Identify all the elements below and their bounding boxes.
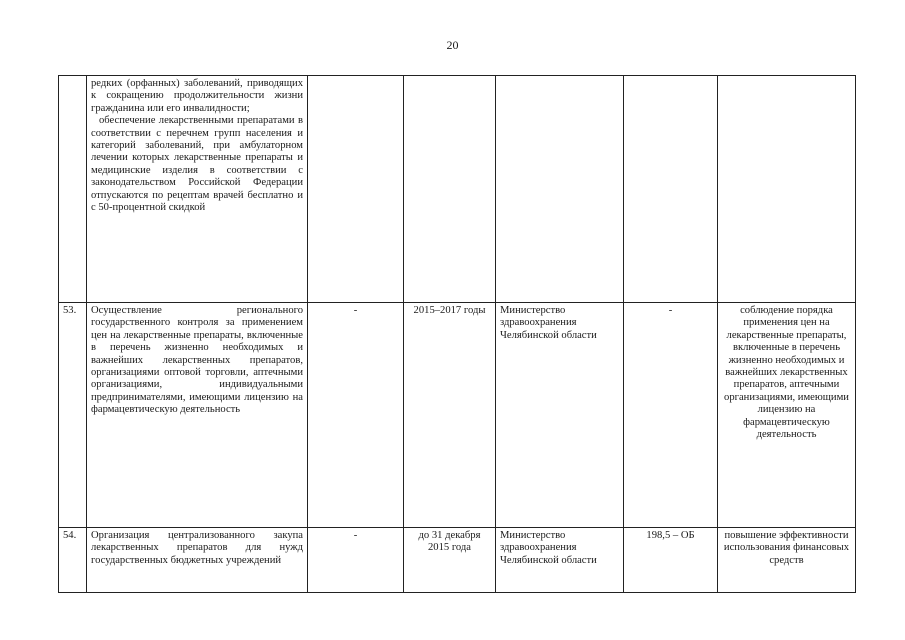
- cell-executor: Министерство здравоохранения Челябинской области: [496, 528, 624, 593]
- cell-funding: -: [308, 528, 404, 593]
- cell-executor: [496, 76, 624, 303]
- cell-result: повышение эффективности использования финансовых средств: [718, 528, 856, 593]
- page-number: 20: [446, 38, 459, 52]
- cell-executor: Министерство здравоохранения Челябинской области: [496, 303, 624, 528]
- cell-term: [404, 76, 496, 303]
- table-row: [59, 528, 856, 593]
- cell-term: до 31 декабря 2015 года: [404, 528, 496, 593]
- cell-number: 54.: [59, 528, 87, 593]
- cell-funding: [308, 76, 404, 303]
- table-row-continuation: [59, 76, 856, 303]
- cell-number: [59, 76, 87, 303]
- table-row: [59, 303, 856, 528]
- cell-number: 53.: [59, 303, 87, 528]
- activity-text: редких (орфанных) заболеваний, приводящих к сокращению продолжительности жизни гражданина или его инвалидности;: [91, 78, 303, 114]
- cell-amount: -: [624, 303, 718, 528]
- measures-table: [58, 75, 856, 593]
- cell-amount: [624, 76, 718, 303]
- cell-term: 2015–2017 годы: [404, 303, 496, 528]
- cell-activity: [87, 76, 308, 303]
- activity-text-2: обеспечение лекарственными препаратами в соответствии с перечнем групп населения и категорий заболеваний, при амбулаторном лечении которых лекарственные препараты и медицинские изделия в соответствии с законодательством Российской Федерации отпускаются по рецептам врачей бесплатно и с 50-процентной скидкой: [91, 115, 303, 214]
- cell-result: [718, 76, 856, 303]
- cell-activity: Осуществление регионального государственного контроля за применением цен на лекарственные препараты, включенные в перечень жизненно необходимых и важнейших лекарственных препаратов, организациями оптовой торговли, аптечными организациями, индивидуальными предпринимателями, имеющими лицензию на фармацевтическую деятельность: [87, 303, 308, 528]
- cell-result: соблюдение порядка применения цен на лекарственные препараты, включенные в перечень жизненно необходимых и важнейших лекарственных препаратов, аптечными организациями, имеющими лицензию на фармацевтическую деятельность: [718, 303, 856, 528]
- cell-amount: 198,5 – ОБ: [624, 528, 718, 593]
- cell-funding: -: [308, 303, 404, 528]
- cell-activity: Организация централизованного закупа лекарственных препаратов для нужд государственных бюджетных учреждений: [87, 528, 308, 593]
